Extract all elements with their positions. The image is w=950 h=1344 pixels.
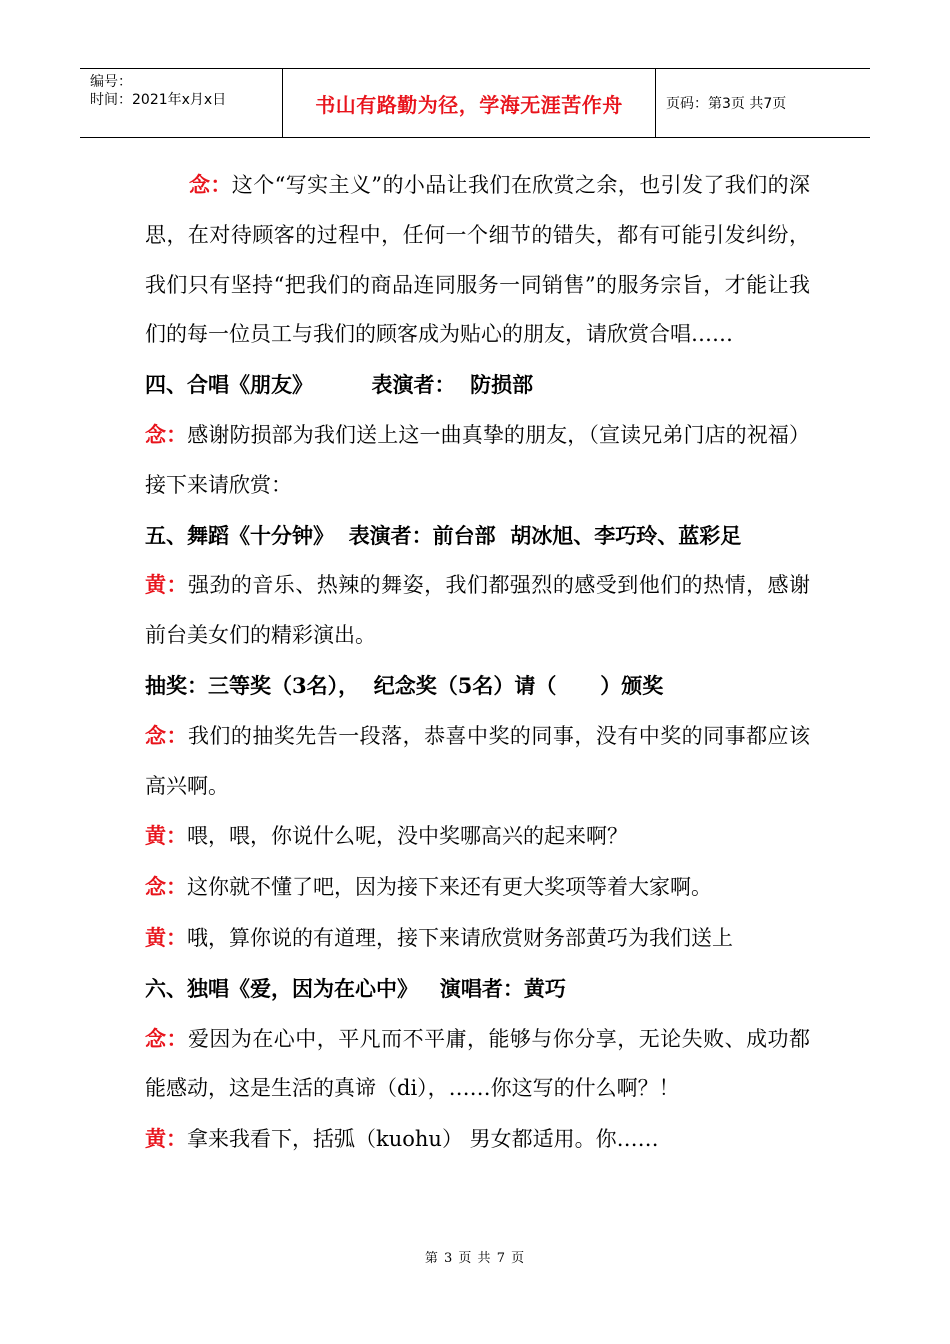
speaker-label: 黄： (145, 823, 187, 849)
speaker-label: 念： (145, 722, 188, 748)
dialogue-line (145, 711, 810, 812)
speaker-label: 念： (145, 874, 187, 900)
header-page-cell (656, 69, 870, 137)
dialogue-line (145, 410, 810, 511)
dialogue-text: 这个“写实主义”的小品让我们在欣赏之余，也引发了我们的深思，在对待顾客的过程中，任何一个细节的错失，都有可能引发纠纷，我们只有坚持“把我们的商品连同服务一同销售”的服务宗旨，才能让我们的每一位员工与我们的顾客成为贴心的朋友，请欣赏合唱…… (145, 173, 810, 347)
dialogue-line (145, 560, 810, 661)
speaker-label: 念： (189, 172, 232, 197)
dialogue-text: 我们的抽奖先告一段落，恭喜中奖的同事，没有中奖的同事都应该高兴啊。 (145, 723, 811, 798)
dialogue-line (145, 1114, 810, 1165)
page-header (80, 68, 870, 138)
page-code: 页码：第3页 共7页 (666, 96, 787, 112)
program-heading: 五、舞蹈《十分钟》 表演者：前台部 胡冰旭、李巧玲、蓝彩足 (145, 522, 742, 548)
speaker-label: 念： (145, 1025, 188, 1051)
dialogue-line (145, 1014, 810, 1115)
program-heading: 四、合唱《朋友》 表演者： 防损部 (145, 372, 534, 398)
speaker-label: 念： (145, 421, 188, 447)
dialogue-line (145, 913, 810, 964)
dialogue-text: 喂，喂，你说什么呢，没中奖哪高兴的起来啊？ (187, 824, 628, 849)
program-heading: 抽奖：三等奖（3名）， 纪念奖（5名）请（ ）颁奖 (145, 672, 664, 698)
program-heading: 六、独唱《爱，因为在心中》 演唱者：黄巧 (145, 975, 566, 1001)
speaker-label: 黄： (145, 1126, 187, 1152)
dialogue-text: 哦，算你说的有道理，接下来请欣赏财务部黄巧为我们送上 (187, 925, 733, 950)
dialogue-line (145, 811, 810, 862)
speaker-label: 黄： (145, 572, 188, 598)
dialogue-line (145, 862, 810, 913)
dialogue-text: 爱因为在心中，平凡而不平庸，能够与你分享，无论失败、成功都能感动，这是生活的真谛（di），……你这写的什么啊？！ (145, 1026, 811, 1101)
page-footer: 第 3 页 共 7 页 (424, 1251, 526, 1266)
dialogue-text: 强劲的音乐、热辣的舞姿，我们都强烈的感受到他们的热情，感谢前台美女们的精彩演出。 (145, 573, 811, 648)
script-body (145, 160, 810, 1165)
header-motto-cell (283, 69, 656, 137)
speaker-label: 黄： (145, 924, 187, 950)
header-meta-cell (80, 69, 283, 137)
dialogue-text: 拿来我看下，括弧（kuohu） 男女都适用。你…… (187, 1127, 659, 1152)
dialogue-text: 感谢防损部为我们送上这一曲真挚的朋友，（宣读兄弟门店的祝福）接下来请欣赏： (145, 422, 811, 497)
motto: 书山有路勤为径，学海无涯苦作舟 (315, 92, 623, 117)
dialogue-line (145, 160, 810, 360)
document-date: 时间：2021年x月x日 (90, 92, 227, 108)
dialogue-text: 这你就不懂了吧，因为接下来还有更大奖项等着大家啊。 (187, 875, 712, 900)
document-number-label: 编号： (90, 74, 132, 90)
